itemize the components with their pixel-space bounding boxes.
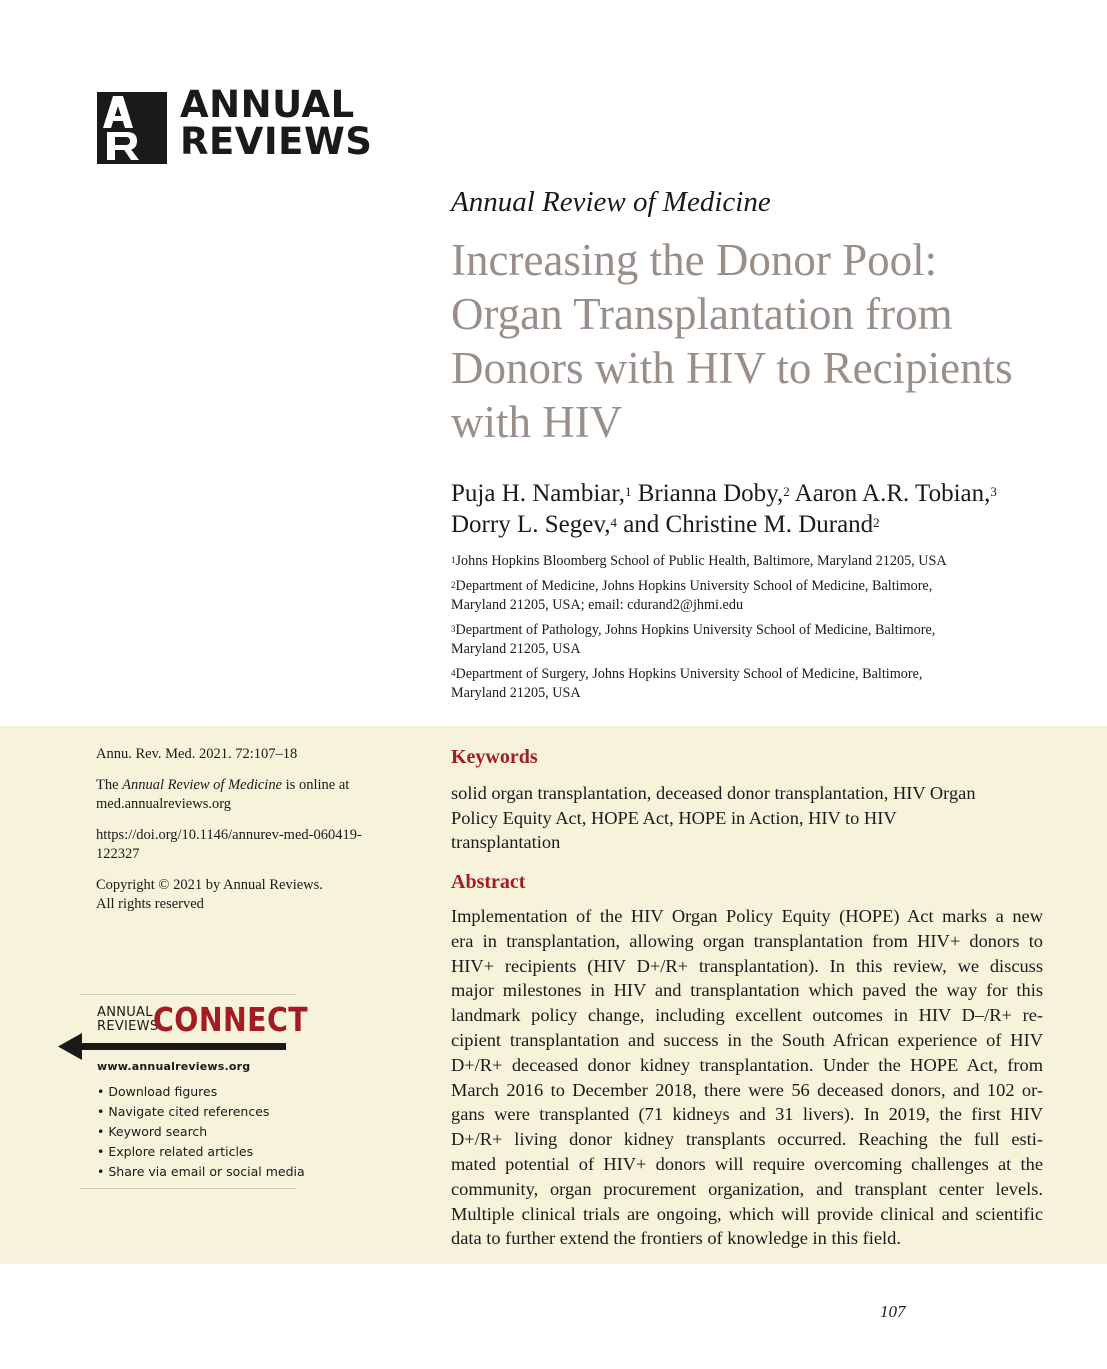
- author-affiliation-marker: 2: [783, 484, 790, 499]
- connect-feature-item: • Explore related articles: [97, 1144, 254, 1159]
- affiliation-marker: 3: [451, 624, 456, 634]
- connect-small-line: REVIEWS: [97, 1019, 159, 1034]
- title-line: Donors with HIV to Recipients: [451, 343, 1013, 393]
- author-affiliation-marker: 3: [990, 484, 997, 499]
- affiliation-text: Johns Hopkins Bloomberg School of Public Health, Baltimore, Maryland 21205, USA: [455, 553, 947, 569]
- doi-line: https://doi.org/10.1146/annurev-med-060419-: [96, 827, 362, 843]
- connect-top-rule: [80, 994, 296, 995]
- connect-small-logo: [97, 1006, 158, 1034]
- abstract-line: mated potential of HIV+ donors will require overcoming challenges at the: [451, 1153, 1043, 1174]
- logo-line-reviews: REVIEWS: [180, 120, 373, 163]
- author-list: [451, 478, 1091, 540]
- article-title: [451, 233, 1091, 449]
- affiliation-marker: 2: [451, 580, 456, 590]
- copyright-line: Copyright © 2021 by Annual Reviews.: [96, 877, 323, 893]
- author-name: Puja H. Nambiar,: [451, 480, 625, 507]
- title-line: Increasing the Donor Pool:: [451, 235, 938, 285]
- article-meta: [96, 745, 396, 926]
- online-journal: Annual Review of Medicine: [122, 777, 283, 793]
- affiliation: [451, 552, 1051, 571]
- abstract-heading: Abstract: [451, 871, 526, 893]
- doi-link[interactable]: [96, 826, 396, 864]
- abstract-line: gans were transplanted (71 kidneys and 31 livers). In 2019, the first HIV: [451, 1104, 1043, 1125]
- affiliation: [451, 621, 1051, 659]
- affiliation-marker: 1: [451, 555, 456, 565]
- author-affiliation-marker: 2: [873, 515, 880, 530]
- keywords-line: Policy Equity Act, HOPE Act, HOPE in Action, HIV to HIV: [451, 807, 897, 828]
- affiliation-marker: 4: [451, 668, 456, 678]
- author-name: Brianna Doby,: [637, 480, 784, 507]
- abstract-line: major milestones in HIV and transplantation which paved the way for this: [451, 980, 1043, 1001]
- abstract-line: Multiple clinical trials are ongoing, which will provide clinical and scientific: [451, 1203, 1043, 1224]
- author-affiliation-marker: 4: [610, 515, 617, 530]
- abstract-line: Implementation of the HIV Organ Policy Equity (HOPE) Act marks a new: [451, 906, 1043, 926]
- online-prefix: The: [96, 777, 123, 793]
- connect-bottom-rule: [80, 1188, 296, 1189]
- annual-reviews-logo-text: [180, 83, 373, 163]
- title-line: with HIV: [451, 397, 623, 447]
- abstract-line: HIV+ recipients (HIV D+/R+ transplantation). In this review, we discuss: [451, 955, 1043, 976]
- affiliation-text: Department of Surgery, Johns Hopkins University School of Medicine, Baltimore,: [455, 666, 923, 682]
- affiliation-text: Maryland 21205, USA; email: cdurand2@jhmi.edu: [451, 597, 744, 613]
- abstract-text: [451, 904, 1043, 1251]
- journal-name: Annual Review of Medicine: [451, 186, 771, 218]
- abstract-line: era in transplantation, allowing organ transplantation from HIV+ donors to: [451, 930, 1043, 951]
- connect-feature-item: • Download figures: [97, 1084, 218, 1099]
- online-availability: [96, 776, 396, 814]
- keywords-line: solid organ transplantation, deceased donor transplantation, HIV Organ: [451, 783, 976, 803]
- annual-reviews-connect-box: [80, 994, 309, 1189]
- rights-line: All rights reserved: [96, 896, 204, 912]
- citation: Annu. Rev. Med. 2021. 72:107–18: [96, 746, 298, 762]
- abstract-line: March 2016 to December 2018, there were 56 deceased donors, and 102 or-: [451, 1079, 1043, 1100]
- copyright: [96, 876, 396, 914]
- affiliation-text: Department of Pathology, Johns Hopkins University School of Medicine, Baltimore,: [455, 622, 936, 638]
- affiliation: [451, 577, 1051, 615]
- connect-feature-item: • Keyword search: [97, 1124, 208, 1139]
- affiliation-text: Department of Medicine, Johns Hopkins University School of Medicine, Baltimore,: [455, 578, 933, 594]
- author-affiliation-marker: 1: [624, 484, 632, 499]
- abstract-line: community, organ procurement organization, and transplant center levels.: [451, 1178, 1043, 1199]
- abstract-line: landmark policy change, including excellent outcomes in HIV D–/R+ re-: [451, 1005, 1043, 1026]
- abstract-line: data to further extend the frontiers of knowledge in this field.: [451, 1228, 901, 1249]
- author-name: Aaron A.R. Tobian,: [794, 480, 991, 507]
- affiliation-list: [451, 552, 1051, 709]
- page-number: 107: [880, 1302, 906, 1321]
- connect-url-link[interactable]: www.annualreviews.org: [97, 1060, 251, 1073]
- keywords-text: [451, 781, 1051, 855]
- abstract-line: D+/R+ living donor kidney transplants occurred. Reaching the full esti-: [451, 1129, 1043, 1150]
- affiliation-text: Maryland 21205, USA: [451, 641, 581, 657]
- left-arrow-icon: [58, 1032, 290, 1062]
- connect-small-line: ANNUAL: [97, 1005, 153, 1020]
- connect-feature-item: • Share via email or social media: [97, 1164, 305, 1179]
- keywords-line: transplantation: [451, 832, 561, 852]
- affiliation: [451, 665, 1051, 703]
- abstract-line: cipient transplantation and success in the South African experience of HIV: [451, 1029, 1043, 1050]
- title-line: Organ Transplantation from: [451, 289, 953, 339]
- connect-wordmark: CONNECT: [153, 1000, 309, 1039]
- logo-line-annual: ANNUAL: [180, 83, 355, 126]
- online-suffix: is online at: [282, 777, 350, 793]
- connect-feature-item: • Navigate cited references: [97, 1104, 270, 1119]
- abstract-line: D+/R+ deceased donor kidney transplantation. Under the HOPE Act, from: [451, 1054, 1043, 1075]
- journal-url-link[interactable]: med.annualreviews.org: [96, 796, 232, 812]
- connect-feature-list: [97, 1082, 305, 1182]
- keywords-heading: Keywords: [451, 746, 538, 768]
- affiliation-text: Maryland 21205, USA: [451, 685, 581, 701]
- doi-line: 122327: [96, 846, 140, 862]
- author-name: Dorry L. Segev,: [451, 511, 611, 538]
- annual-reviews-logo-mark: [97, 92, 167, 164]
- author-name: and Christine M. Durand: [623, 511, 874, 538]
